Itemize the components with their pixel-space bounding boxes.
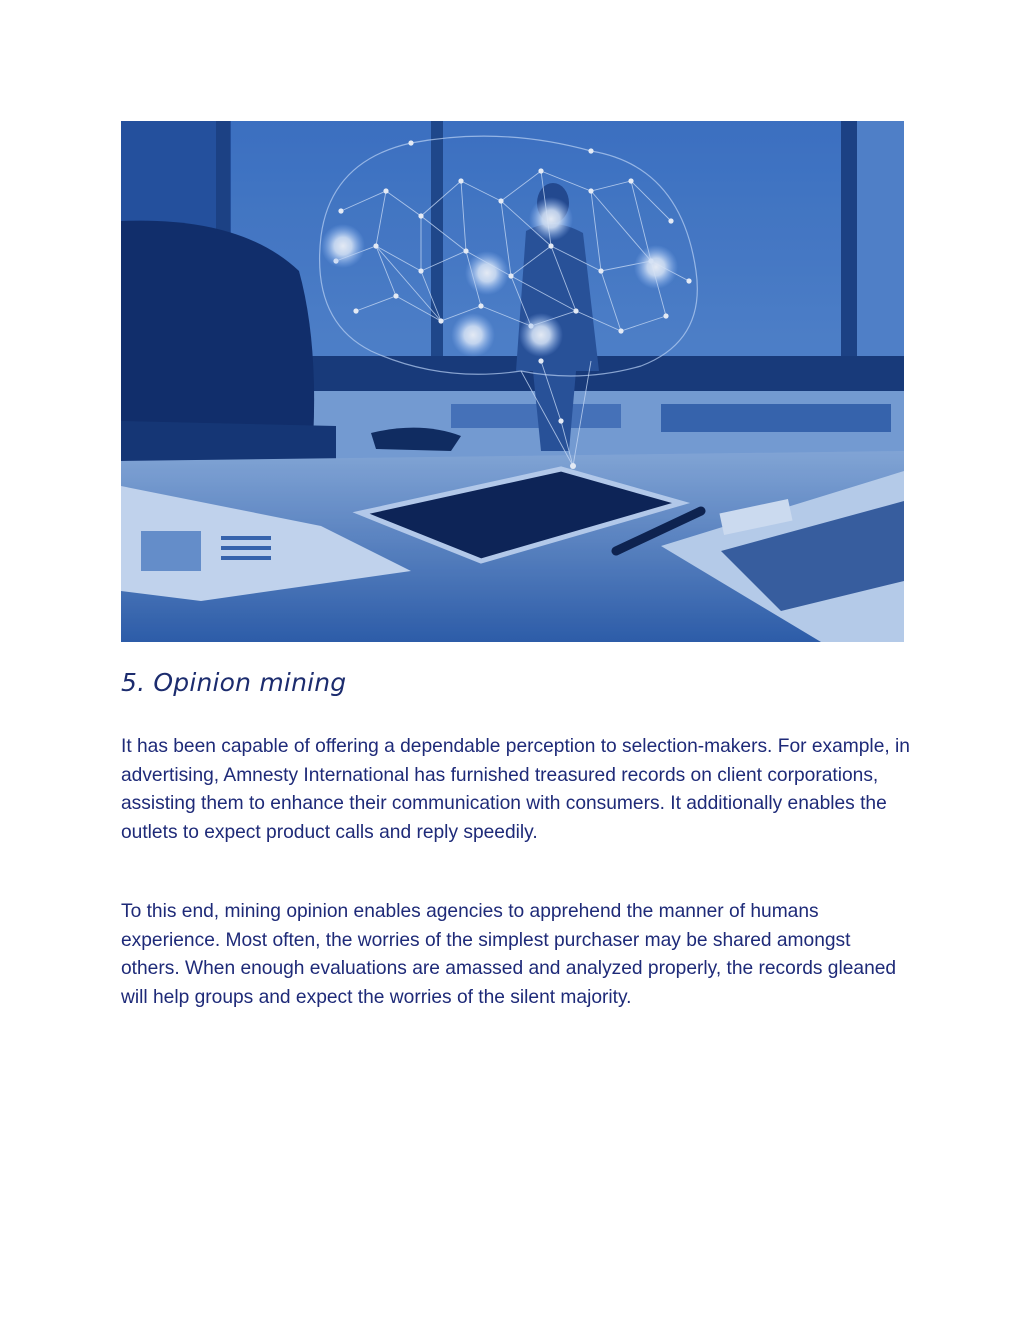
paragraph-2: To this end, mining opinion enables agencies to apprehend the manner of humans experience. Most often, the worries of the simplest purchaser may be shared amongst others. When enough evaluations are amassed and analyzed properly, the records gleaned will help groups and expect the worries of the silent majority. — [121, 901, 897, 1008]
paragraph-1: It has been capable of offering a dependable perception to selection-makers. For example, in advertising, Amnesty International has furnished treasured records on client corporations, assisting them to enhance their communication with consumers. It additionally enables the outlets to expect product calls and reply speedily. — [121, 736, 910, 843]
hero-image — [121, 121, 904, 642]
section-heading: 5. Opinion mining — [121, 668, 347, 697]
